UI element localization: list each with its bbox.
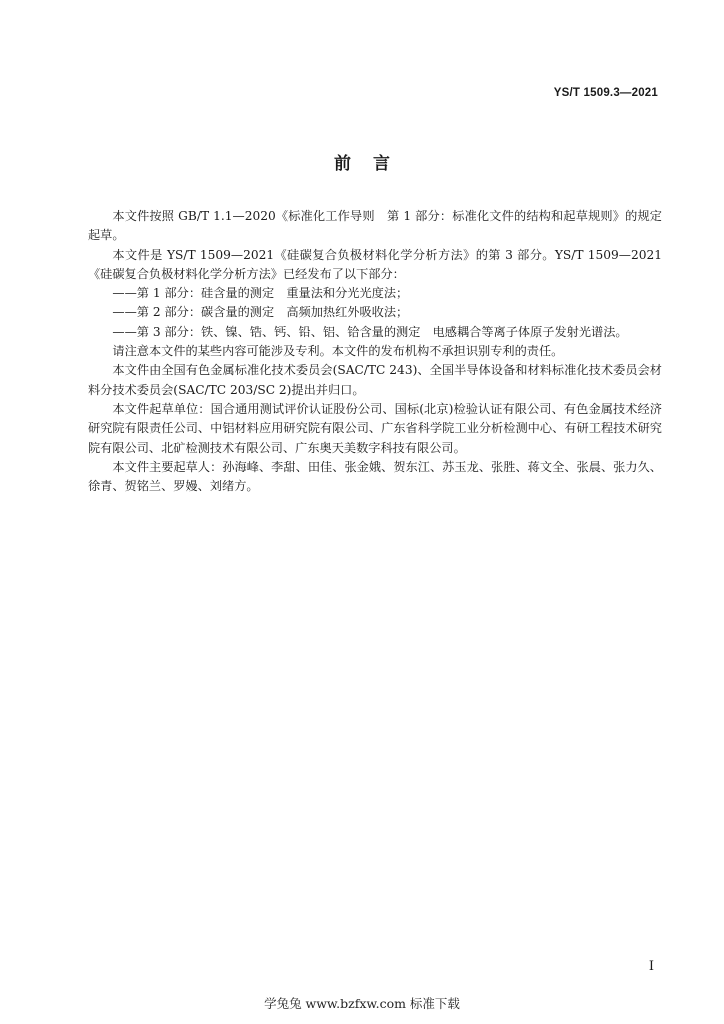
paragraph-drafters: 本文件主要起草人：孙海峰、李甜、田佳、张金娥、贺东江、苏玉龙、张胜、蒋文全、张晨、张力久、徐青、贺铭兰、罗嫚、刘绪方。 — [88, 459, 662, 494]
page-number: I — [648, 959, 654, 974]
list-item-part-1: ——第 1 部分：硅含量的测定 重量法和分光光度法； — [112, 286, 409, 301]
paragraph-part-intro: 本文件是 YS/T 1509—2021《硅碳复合负极材料化学分析方法》的第 3 部分。YS/T 1509—2021《硅碳复合负极材料化学分析方法》已经发布了以下部分： — [88, 247, 662, 281]
paragraph-drafting-units: 本文件起草单位：国合通用测试评价认证股份公司、国标(北京)检验认证有限公司、有色金属技术经济研究院有限责任公司、中铝材料应用研究院有限公司、广东省科学院工业分析检测中心、有研工程技术研究院有限公司、北矿检测技术有限公司、广东奥天美数字科技有限公司。 — [88, 401, 662, 455]
page-title: 前言 — [334, 154, 412, 174]
paragraph-patent-notice: 请注意本文件的某些内容可能涉及专利。本文件的发布机构不承担识别专利的责任。 — [112, 344, 564, 359]
paragraph-proposer: 本文件由全国有色金属标准化技术委员会(SAC/TC 243)、全国半导体设备和材料标准化技术委员会材料分技术委员会(SAC/TC 203/SC 2)提出并归口。 — [88, 363, 662, 397]
foreword-body — [88, 207, 662, 496]
list-item-part-2: ——第 2 部分：碳含量的测定 高频加热红外吸收法； — [112, 305, 409, 320]
list-item-part-3: ——第 3 部分：铁、镍、锆、钙、铅、铝、铪含量的测定 电感耦合等离子体原子发射光谱法。 — [112, 324, 628, 339]
standard-code: YS/T 1509.3—2021 — [553, 87, 658, 99]
footer-watermark: 学兔兔 www.bzfxw.com 标准下载 — [264, 996, 460, 1011]
paragraph-drafting-rules: 本文件按照 GB/T 1.1—2020《标准化工作导则 第 1 部分：标准化文件的结构和起草规则》的规定起草。 — [88, 209, 662, 243]
